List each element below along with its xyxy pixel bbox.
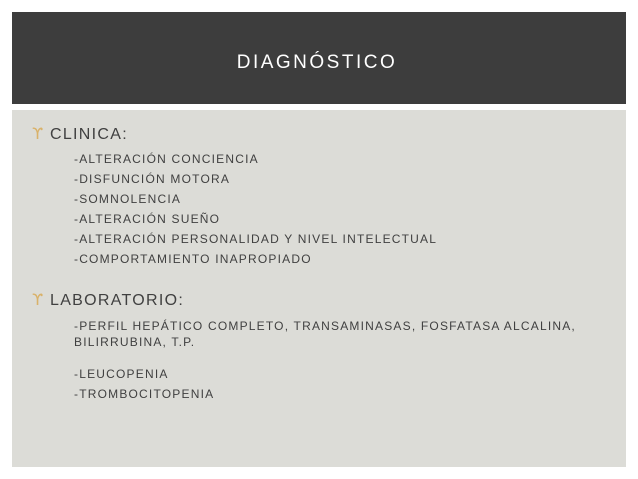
bullet-icon: ϒ xyxy=(32,124,45,143)
list-item: -ALTERACIÓN CONCIENCIA xyxy=(74,152,259,166)
bullet-icon: ϒ xyxy=(32,290,45,309)
list-item: -PERFIL HEPÁTICO COMPLETO, TRANSAMINASAS, FOSFATASA ALCALINA, xyxy=(74,319,576,333)
list-item: -DISFUNCIÓN MOTORA xyxy=(74,172,231,186)
section-heading-laboratorio xyxy=(26,290,184,311)
list-item: -ALTERACIÓN SUEÑO xyxy=(74,212,221,226)
section-heading-label: CLINICA: xyxy=(50,126,128,143)
list-item: -COMPORTAMIENTO INAPROPIADO xyxy=(74,252,312,266)
list-item: BILIRRUBINA, T.P. xyxy=(74,335,196,349)
section-heading-clinica xyxy=(26,124,128,145)
slide-title: DIAGNÓSTICO xyxy=(236,52,398,73)
list-item: -ALTERACIÓN PERSONALIDAD Y NIVEL INTELECTUAL xyxy=(74,232,438,246)
list-item: -TROMBOCITOPENIA xyxy=(74,387,215,401)
list-item: -LEUCOPENIA xyxy=(74,367,169,381)
section-heading-label: LABORATORIO: xyxy=(50,292,185,309)
list-item: -SOMNOLENCIA xyxy=(74,192,182,206)
